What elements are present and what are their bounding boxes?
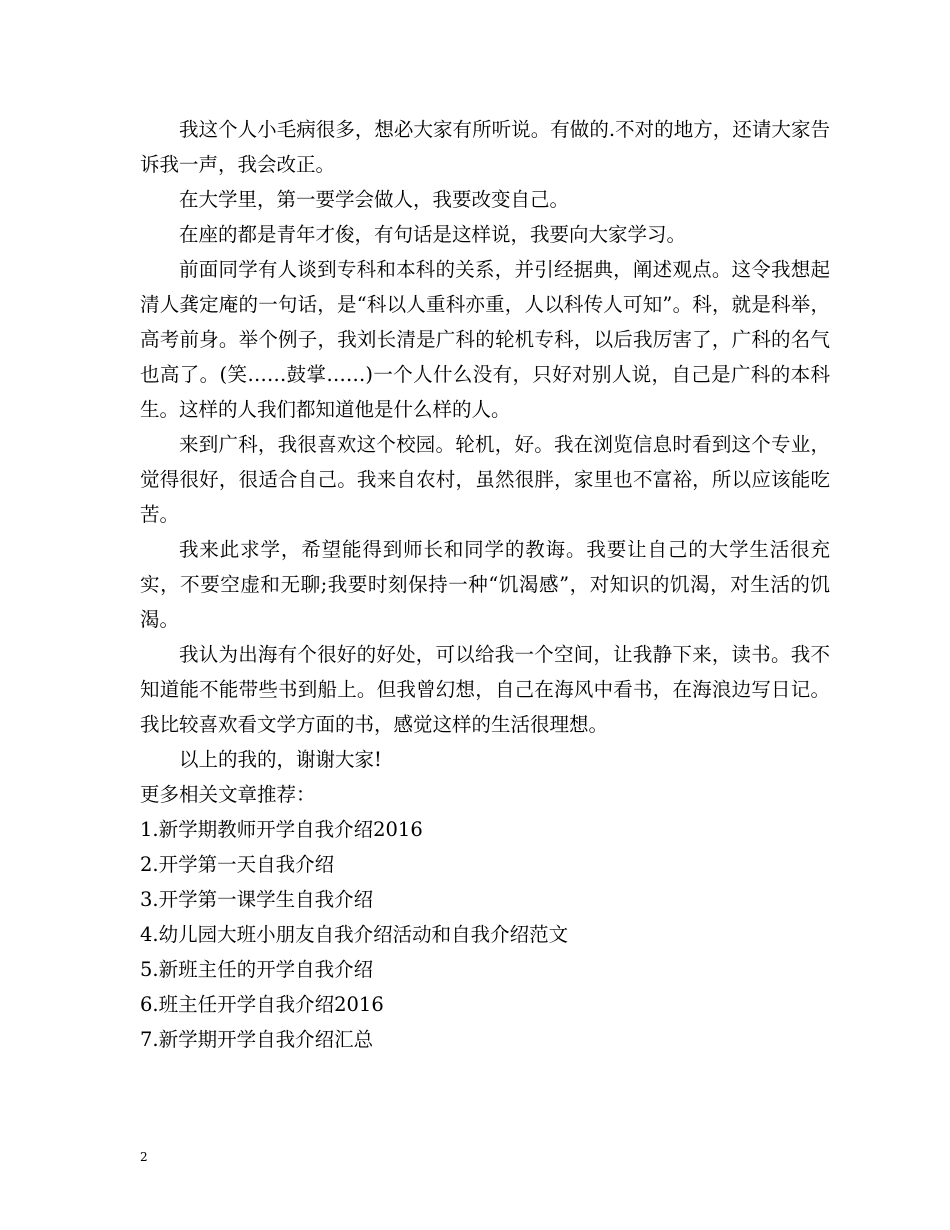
paragraph: 我认为出海有个很好的好处，可以给我一个空间，让我静下来，读书。我不知道能不能带些书到船上。但我曾幻想，自己在海风中看书，在海浪边写日记。我比较喜欢看文学方面的书，感觉这样的生活很理想。: [140, 643, 830, 736]
paragraph: 我来此求学，希望能得到师长和同学的教诲。我要让自己的大学生活很充实，不要空虚和无聊;我要时刻保持一种“饥渴感”，对知识的饥渴，对生活的饥渴。: [140, 538, 830, 631]
paragraph: 我这个人小毛病很多，想必大家有所听说。有做的.不对的地方，还请大家告诉我一声，我会改正。: [140, 118, 830, 176]
related-article-link[interactable]: 4.幼儿园大班小朋友自我介绍活动和自我介绍范文: [140, 923, 569, 946]
related-article-link[interactable]: 7.新学期开学自我介绍汇总: [140, 1028, 374, 1051]
document-body: [140, 112, 830, 1057]
related-article-link[interactable]: 5.新班主任的开学自我介绍: [140, 958, 374, 981]
page-number: 2: [140, 1150, 148, 1164]
paragraph: 在座的都是青年才俊，有句话是这样说，我要向大家学习。: [179, 223, 687, 246]
related-article-link[interactable]: 3.开学第一课学生自我介绍: [140, 888, 374, 911]
paragraph: 来到广科，我很喜欢这个校园。轮机，好。我在浏览信息时看到这个专业，觉得很好，很适合自己。我来自农村，虽然很胖，家里也不富裕，所以应该能吃苦。: [140, 433, 830, 526]
related-article-link[interactable]: 6.班主任开学自我介绍2016: [140, 993, 384, 1016]
paragraph: 在大学里，第一要学会做人，我要改变自己。: [179, 188, 570, 211]
paragraph: 以上的我的，谢谢大家!: [179, 748, 382, 771]
related-article-link[interactable]: 1.新学期教师开学自我介绍2016: [140, 818, 423, 841]
related-articles-list: [140, 812, 830, 1057]
related-articles-heading: 更多相关文章推荐：: [140, 783, 316, 806]
paragraph: 前面同学有人谈到专科和本科的关系，并引经据典，阐述观点。这令我想起清人龚定庵的一句话，是“科以人重科亦重，人以科传人可知”。科，就是科举，高考前身。举个例子，我刘长清是广科的轮机专科，以后我厉害了，广科的名气也高了。(笑……鼓掌……)一个人什么没有，只好对别人说，自己是广科的本科生。这样的人我们都知道他是什么样的人。: [140, 258, 830, 421]
related-article-link[interactable]: 2.开学第一天自我介绍: [140, 853, 335, 876]
